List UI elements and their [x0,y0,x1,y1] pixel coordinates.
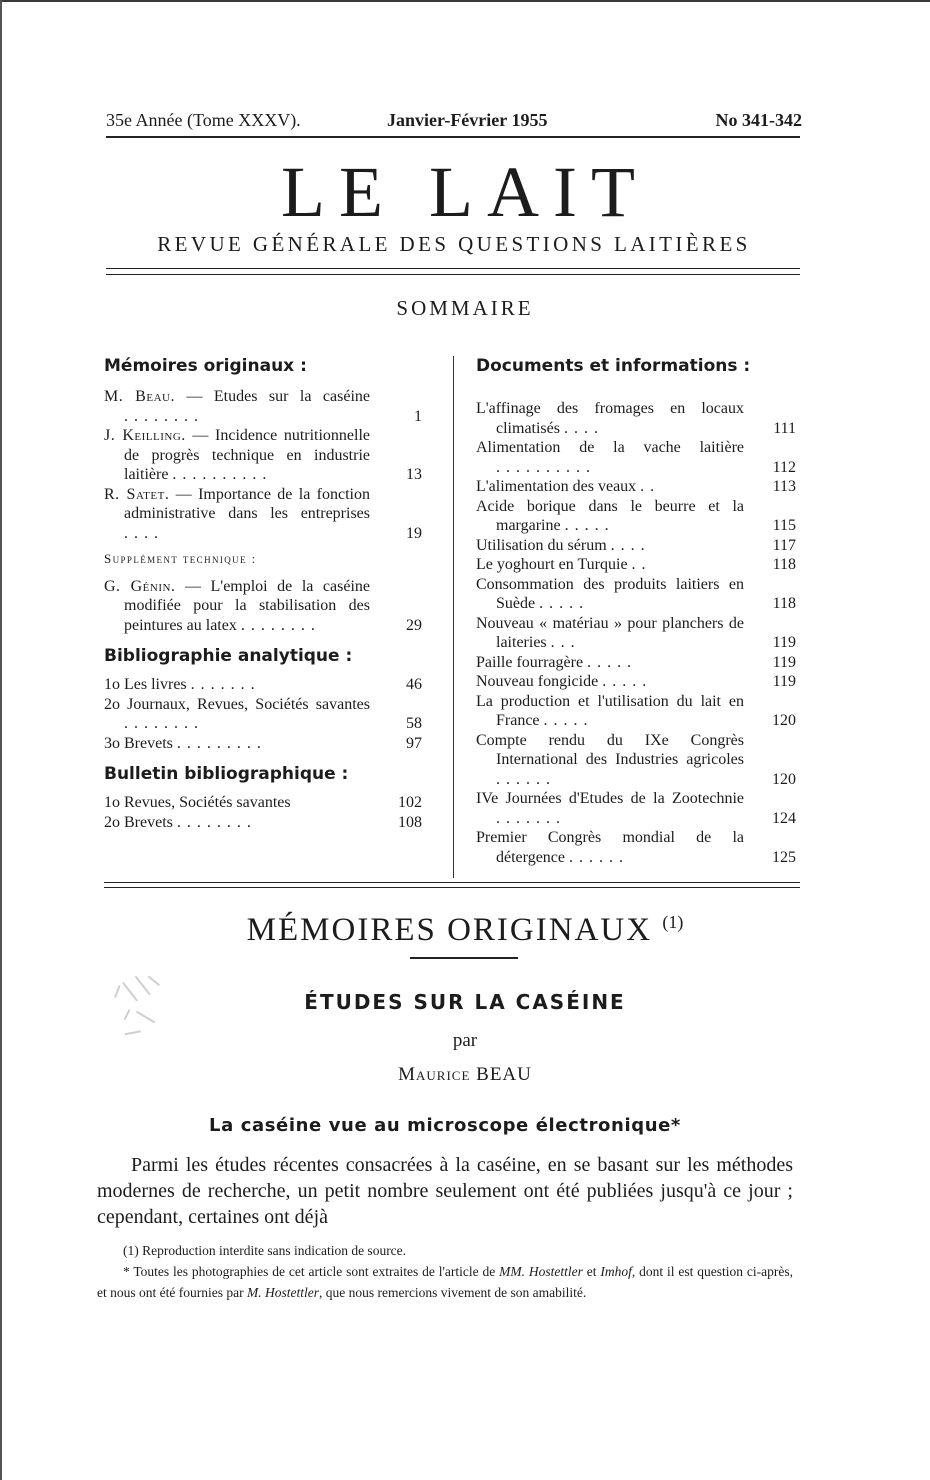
toc-entry[interactable] [104,813,424,833]
leader-dots: ...... [569,848,629,866]
toc-page: 117 [772,536,796,554]
footnote-2 [97,1261,793,1303]
section-title-text: MÉMOIRES ORIGINAUX [246,912,653,948]
toc-left-column [104,355,424,832]
journal-subtitle: REVUE GÉNÉRALE DES QUESTIONS LAITIÈRES [157,232,751,256]
toc-entry[interactable] [476,399,798,438]
toc-title: 3o Brevets [104,734,173,752]
toc-title: — Etudes sur la caséine [186,388,370,405]
toc-entry[interactable] [476,438,798,477]
documents-heading: Documents et informations : [476,356,751,376]
toc-entry[interactable] [476,731,798,790]
footnote-2-text: , dont il est question ci-après, et nous ont été fournies par [97,1264,793,1300]
footnote-2-text: et [582,1264,601,1279]
toc-title: 2o Brevets [104,813,173,831]
leader-dots: ... [550,634,581,651]
leader-dots: ..... [602,673,653,690]
toc-page: 58 [406,715,422,732]
toc-right-column [476,355,798,867]
toc-page: 1 [414,407,422,425]
footnote-2-names: MM. Hostettler [499,1264,583,1279]
issue-date: Janvier-Février 1955 [387,110,548,130]
toc-page: 119 [772,634,796,651]
toc-page: 125 [772,848,796,866]
column-divider [453,356,454,878]
toc-page: 118 [772,595,796,612]
article-title: ÉTUDES SUR LA CASÉINE [304,990,626,1014]
scan-edge-top [0,0,930,2]
toc-page: 19 [406,524,422,542]
toc-title: Paille fourragère [476,653,584,671]
sommaire-title: SOMMAIRE [396,296,534,320]
footnotes [97,1240,793,1303]
toc-page: 108 [398,813,422,831]
toc-title: Consommation des produits laitiers en Suède [476,575,744,612]
toc-page: 111 [773,419,796,437]
toc-page: 120 [772,712,796,729]
year-tome: 35e Année (Tome XXXV). [106,110,301,130]
supplement-heading: Supplément technique : [104,551,257,566]
leader-dots: .......... [172,466,273,483]
section-rule [410,957,518,959]
toc-title: Nouveau fongicide [476,673,599,690]
toc-entry[interactable] [476,653,798,673]
toc-entry[interactable] [104,577,424,636]
toc-entry[interactable] [476,575,798,614]
by-line: par [452,1030,478,1051]
leader-dots: ..... [564,517,615,534]
biblio-heading: Bibliographie analytique : [104,646,353,666]
leader-dots: ....... [496,809,566,827]
toc-entry[interactable] [476,789,798,828]
toc-title: IVe Journées d'Etudes de la Zootechnie [476,790,744,807]
toc-title: 2o Journaux, Revues, Sociétés savantes [104,695,370,713]
toc-title: Acide borique dans le beurre et la margarine [476,497,744,534]
toc-page: 13 [406,466,422,483]
toc-title: 1o Revues, Sociétés savantes [104,794,291,811]
toc-page: 113 [772,478,796,495]
leader-dots: ..... [543,712,594,729]
toc-title: L'alimentation des veaux [476,478,637,495]
section-footnote-ref: (1) [662,912,684,932]
toc-entry[interactable] [476,672,798,692]
toc-entry[interactable] [104,793,424,813]
toc-title: Compte rendu du IXe Congrès International des Industries agricoles [476,731,744,768]
toc-page: 46 [406,676,422,693]
leader-dots: ...... [496,770,556,788]
toc-title: Le yoghourt en Turquie [476,556,628,573]
leader-dots: ........ [124,715,204,732]
leader-dots: ....... [190,676,261,693]
toc-page: 97 [406,734,422,752]
toc-page: 118 [772,556,796,573]
body-paragraph: Parmi les études récentes consacrées à la caséine, en se basant sur les méthodes modernes de recherche, un petit nombre seulement ont été publiées jusqu'à ce jour ; cependant, certaines ont déjà [97,1154,793,1228]
toc-page: 124 [772,809,796,827]
footnote-2-text: * Toutes les photographies de cet article sont extraites de l'article de [123,1264,500,1279]
footnote-2-names: Imhof [600,1264,632,1279]
leader-dots: .... [563,419,604,437]
leader-dots: ..... [539,595,590,612]
toc-entry[interactable] [104,426,424,485]
leader-dots: .......... [496,458,596,476]
toc-title: 1o Les livres [104,676,187,693]
toc-title: Premier Congrès mondial de la détergence [476,829,744,866]
footnote-1: (1) Reproduction interdite sans indication de source. [123,1243,407,1258]
toc-double-rule [104,882,800,888]
toc-author: G. Génin. [104,577,176,595]
footnote-2-names: M. Hostettler [246,1285,319,1300]
masthead-meta [106,110,802,136]
toc-title: — L'emploi de la caséine modifiée pour la stabilisation des peintures au latex [124,577,370,634]
toc-page: 112 [772,458,796,476]
title-double-rule [106,268,800,275]
article-author: Maurice BEAU [398,1064,532,1085]
toc-page: 119 [772,673,796,690]
leader-dots: ..... [587,653,638,671]
toc-author: M. Beau. [104,388,175,405]
toc-entry[interactable] [476,555,798,575]
article-subtitle: La caséine vue au microscope électronique* [209,1115,681,1136]
toc-title: Utilisation du sérum [476,536,607,554]
toc-title: — Importance de la fonction administrative dans les entreprises [124,485,371,522]
toc-page: 102 [398,794,422,811]
leader-dots: .. [640,478,661,495]
toc-author: R. Satet. [104,485,170,503]
toc-entry[interactable] [104,485,424,544]
leader-dots: ........ [176,813,257,831]
leader-dots: .... [610,536,651,554]
toc-page: 120 [772,770,796,788]
toc-entry[interactable] [476,614,798,653]
toc-entry[interactable] [104,734,424,754]
leader-dots: ........ [240,616,321,634]
journal-title: LE LAIT [281,152,649,232]
toc-page: 119 [772,653,796,671]
toc-title: — Incidence nutritionnelle de progrès technique en industrie laitière [124,427,371,483]
toc-entry[interactable] [476,536,798,556]
footnote-2-text: , que nous remercions vivement de son amabilité. [318,1285,587,1300]
toc-entry[interactable] [476,692,798,731]
leader-dots: ......... [176,734,267,752]
toc-title: La production et l'utilisation du lait en France [476,692,744,729]
section-title [0,912,930,949]
toc-title: Nouveau « matériau » pour planchers de laiteries [476,614,744,651]
toc-entry[interactable] [476,477,798,497]
toc-title: L'affinage des fromages en locaux climatisés [476,400,744,437]
toc-title: Alimentation de la vache laitière [476,439,744,456]
memoires-heading: Mémoires originaux : [104,356,307,376]
toc-page: 29 [406,616,422,634]
bulletin-heading: Bulletin bibliographique : [104,764,349,784]
toc-entry[interactable] [104,675,424,695]
toc-entry[interactable] [104,695,424,734]
masthead-rule [106,136,800,138]
leader-dots: ........ [124,407,204,425]
issue-number: No 341-342 [715,110,802,130]
toc-author: J. Keilling. [104,427,186,444]
toc-entry[interactable] [476,497,798,536]
leader-dots: .. [631,556,652,573]
toc-page: 115 [772,517,796,534]
toc-entry[interactable] [104,387,424,426]
toc-entry[interactable] [476,828,798,867]
leader-dots: .... [124,524,164,542]
